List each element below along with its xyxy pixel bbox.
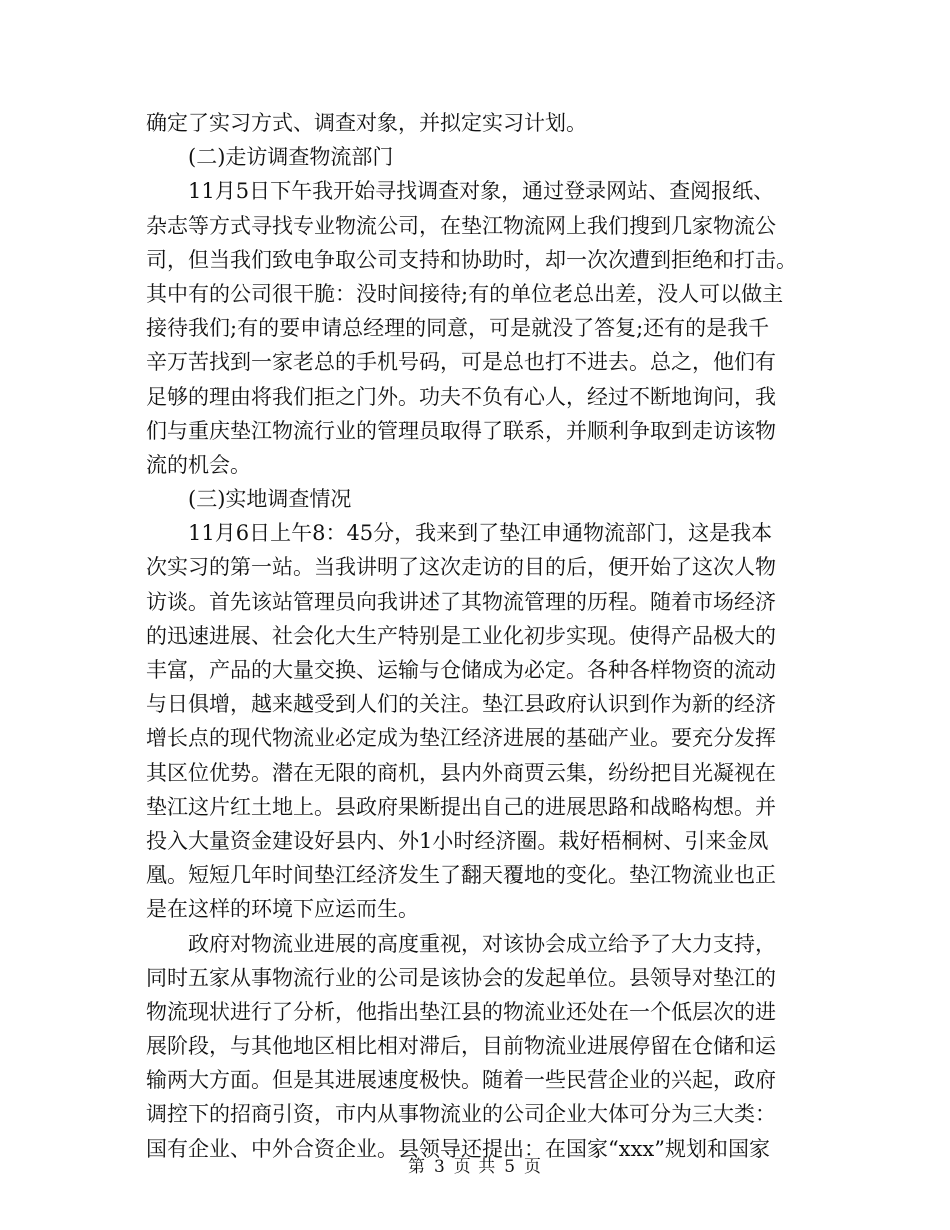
text-line: 杂志等方式寻找专业物流公司，在垫江物流网上我们搜到几家物流公 (146, 213, 776, 238)
text-line: 其区位优势。潜在无限的商机，县内外商贾云集，纷纷把目光凝视在 (146, 760, 776, 785)
footer-total-pages: 5 (504, 1157, 517, 1177)
text-line: 其中有的公司很干脆：没时间接待;有的单位老总出差，没人可以做主 (146, 281, 784, 306)
text-line: 辛万苦找到一家老总的手机号码，可是总也打不进去。总之，他们有 (146, 350, 776, 375)
text-line: 凰。短短几年时间垫江经济发生了翻天覆地的变化。垫江物流业也正 (146, 863, 776, 888)
text-line: 调控下的招商引资，市内从事物流业的公司企业大体可分为三大类： (146, 1102, 776, 1127)
text-line: 投入大量资金建设好县内、外1小时经济圈。栽好梧桐树、引来金凤 (146, 828, 769, 853)
footer-middle: 页 共 (453, 1157, 497, 1177)
text-line: 物流现状进行了分析，他指出垫江县的物流业还处在一个低层次的进 (146, 999, 776, 1024)
text-line: 展阶段，与其他地区相比相对滞后，目前物流业进展停留在仓储和运 (146, 1034, 776, 1059)
text-line: 国有企业、中外合资企业。县领导还提出：在国家“xxx”规划和国家 (146, 1136, 770, 1161)
footer-prefix: 第 (407, 1157, 426, 1177)
text-line: 司，但当我们致电争取公司支持和协助时，却一次次遭到拒绝和打击。 (146, 247, 797, 272)
text-line: 是在这样的环境下应运而生。 (146, 897, 419, 922)
text-line: 丰富，产品的大量交换、运输与仓储成为必定。各种各样物资的流动 (146, 658, 776, 682)
text-line: 11月5日下午我开始寻找调查对象，通过登录网站、查阅报纸、 (188, 179, 775, 204)
text-line: 输两大方面。但是其进展速度极快。随着一些民营企业的兴起，政府 (146, 1068, 776, 1093)
text-line: 同时五家从事物流行业的公司是该协会的发起单位。县领导对垫江的 (146, 965, 776, 990)
text-line: 垫江这片红土地上。县政府果断提出自己的进展思路和战略构想。并 (146, 794, 776, 819)
text-line: 足够的理由将我们拒之门外。功夫不负有心人，经过不断地询问，我 (146, 384, 776, 409)
text-line: 流的机会。 (146, 452, 251, 477)
page-footer (0, 1155, 950, 1179)
text-line: 访谈。首先该站管理员向我讲述了其物流管理的历程。随着市场经济 (146, 589, 776, 614)
section-heading: (二)走访调查物流部门 (188, 145, 394, 170)
text-line: 与日俱增，越来越受到人们的关注。垫江县政府认识到作为新的经济 (146, 692, 776, 717)
footer-suffix: 页 (524, 1157, 543, 1177)
text-line: 接待我们;有的要申请总经理的同意，可是就没了答复;还有的是我千 (146, 316, 770, 341)
text-line: 次实习的第一站。当我讲明了这次走访的目的后，便开始了这次人物 (146, 555, 776, 580)
footer-page-number: 3 (433, 1157, 446, 1177)
text-line: 们与重庆垫江物流行业的管理员取得了联系，并顺利争取到走访该物 (146, 418, 776, 443)
section-heading: (三)实地调查情况 (188, 487, 352, 512)
text-line: 增长点的现代物流业必定成为垫江经济进展的基础产业。要充分发挥 (146, 726, 776, 751)
text-line: 政府对物流业进展的高度重视，对该协会成立给予了大力支持， (188, 931, 776, 956)
document-body (146, 106, 800, 1166)
text-line: 11月6日上午8：45分，我来到了垫江申通物流部门，这是我本 (188, 521, 773, 546)
text-line: 确定了实习方式、调查对象，并拟定实习计划。 (146, 111, 587, 135)
text-line: 的迅速进展、社会化大生产特别是工业化初步实现。使得产品极大的 (146, 623, 776, 648)
